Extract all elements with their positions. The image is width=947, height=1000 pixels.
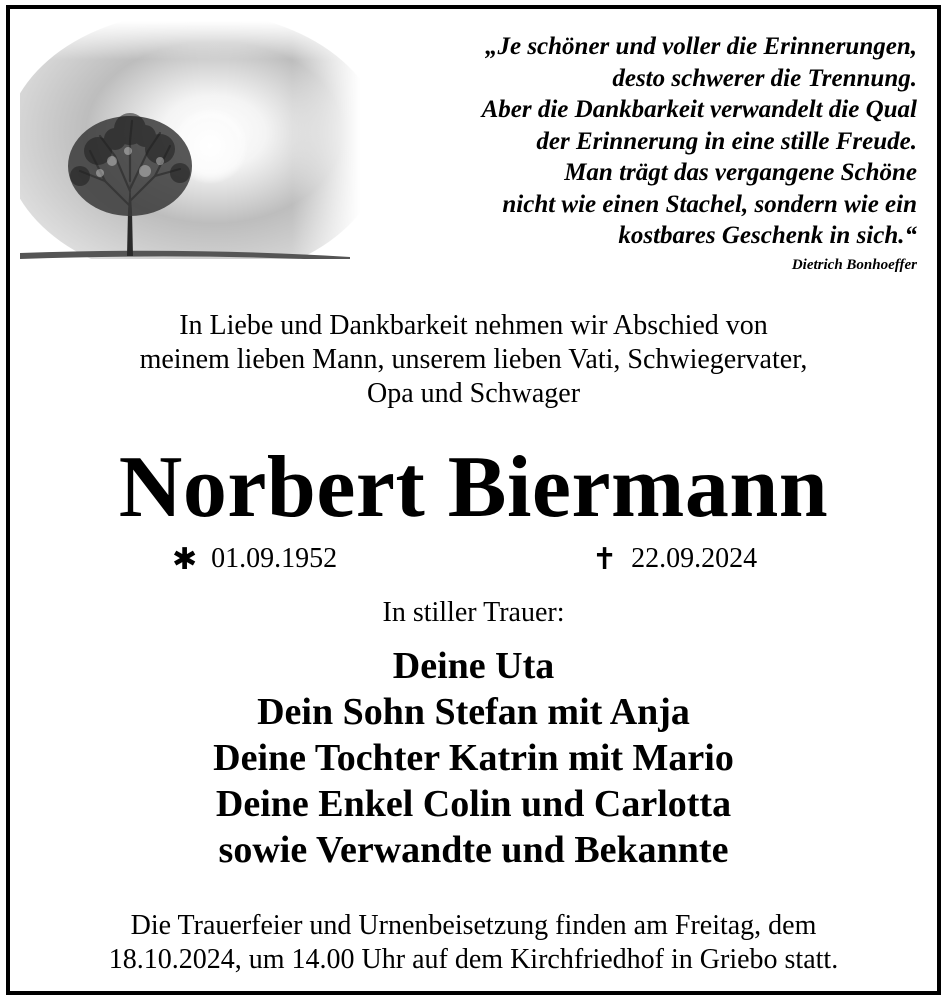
- funeral-info: [10, 909, 937, 977]
- bonhoeffer-quote: [357, 31, 917, 252]
- quote-line: „Je schöner und voller die Erinnerungen,: [484, 33, 917, 60]
- quote-line: kostbares Geschenk in sich.“: [618, 222, 917, 249]
- deceased-name: Norbert Biermann: [118, 439, 829, 536]
- mourner-line: sowie Verwandte und Bekannte: [218, 829, 729, 871]
- mourner-line: Dein Sohn Stefan mit Anja: [257, 691, 690, 733]
- mourning-heading: In stiller Trauer:: [382, 597, 565, 628]
- intro-line: Opa und Schwager: [366, 378, 581, 409]
- mourner-line: Deine Enkel Colin und Carlotta: [215, 783, 732, 825]
- tree-sunset-image: [20, 21, 360, 279]
- quote-line: Aber die Dankbarkeit verwandelt die Qual: [481, 96, 917, 123]
- intro-text: [10, 309, 937, 411]
- asterisk-birth-icon: ✱: [172, 542, 198, 577]
- quote-line: nicht wie einen Stachel, sondern wie ein: [502, 190, 917, 218]
- intro-line: In Liebe und Dankbarkeit nehmen wir Abschied von: [179, 310, 768, 341]
- cross-death-icon: ✝: [592, 542, 618, 577]
- death-date-group: [592, 539, 757, 580]
- funeral-line: 18.10.2024, um 14.00 Uhr auf dem Kirchfriedhof in Griebo statt.: [108, 944, 839, 975]
- birth-date: 01.09.1952: [211, 543, 338, 574]
- death-date: 22.09.2024: [631, 543, 758, 574]
- life-dates: [10, 539, 937, 579]
- mourners-list: [10, 643, 937, 873]
- quote-author: Dietrich Bonhoeffer: [791, 257, 917, 273]
- birth-date-group: [172, 539, 337, 580]
- quote-line: Man trägt das vergangene Schöne: [564, 159, 917, 186]
- mourner-line: Deine Tochter Katrin mit Mario: [213, 737, 734, 779]
- quote-line: desto schwerer die Trennung.: [612, 64, 917, 92]
- funeral-line: Die Trauerfeier und Urnenbeisetzung finden am Freitag, dem: [130, 910, 817, 941]
- obituary-frame: [6, 5, 941, 995]
- quote-line: der Erinnerung in eine stille Freude.: [536, 127, 917, 155]
- intro-line: meinem lieben Mann, unserem lieben Vati, Schwiegervater,: [139, 344, 808, 375]
- mourner-line: Deine Uta: [392, 645, 555, 687]
